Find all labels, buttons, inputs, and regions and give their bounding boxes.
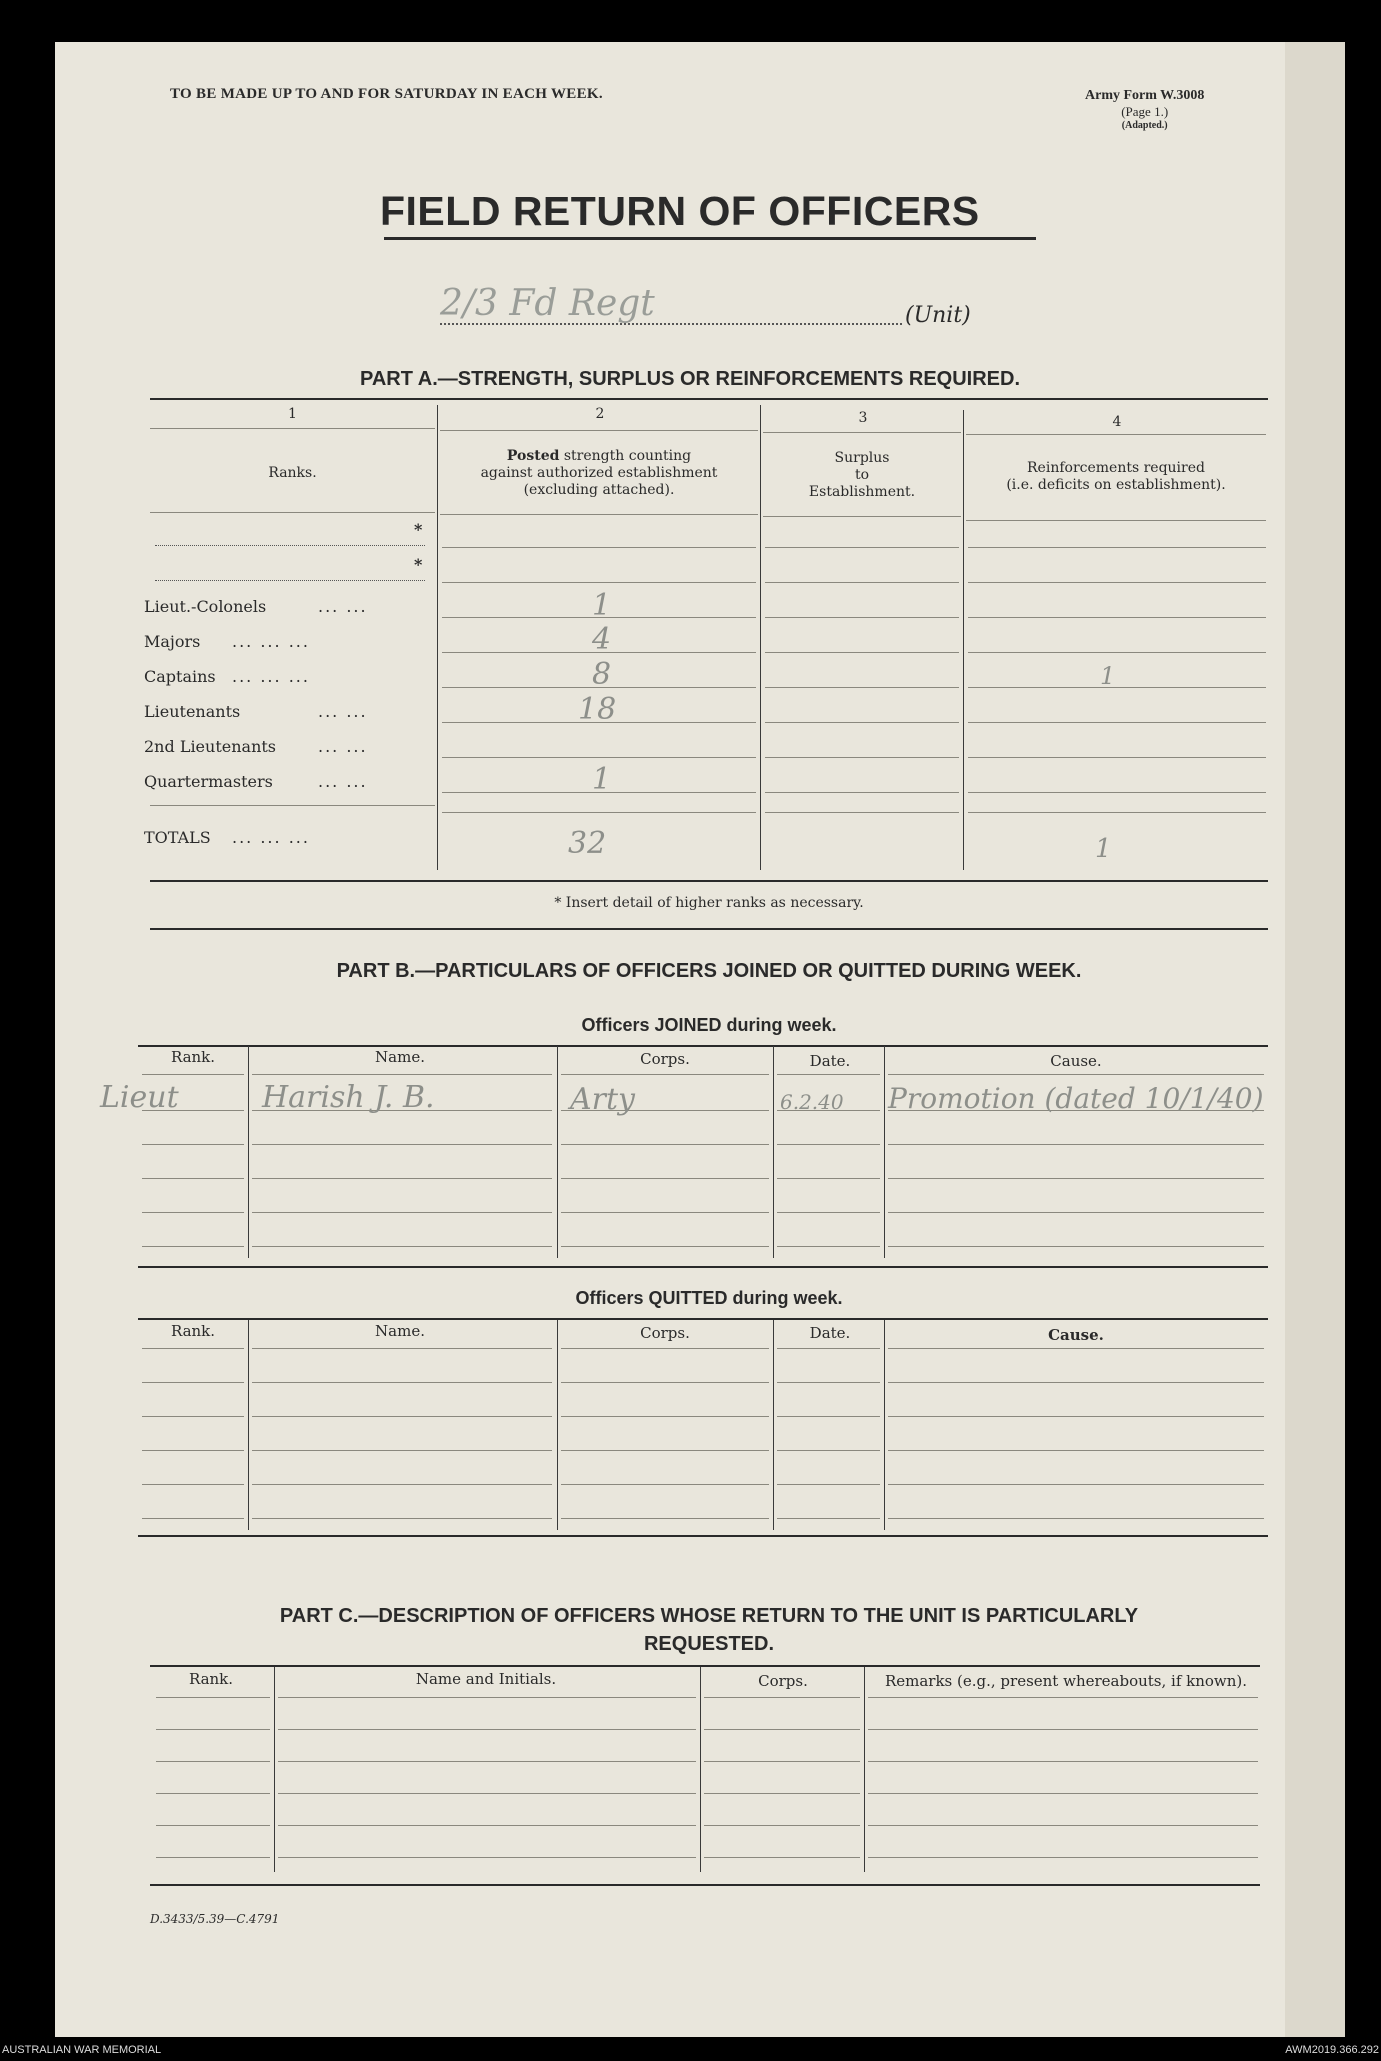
reinforcement-value: 1 [1100, 662, 1116, 690]
part-c-top-rule [150, 1665, 1260, 1667]
ruled-line [888, 1144, 1264, 1145]
rank-dots: ... ... [318, 597, 368, 616]
title-underline [384, 237, 1036, 240]
part-c-title-line2: REQUESTED. [643, 1633, 775, 1655]
ruled-line [142, 1416, 244, 1417]
ruled-line [142, 1382, 244, 1383]
rank-label: Majors [144, 632, 201, 651]
ruled-line [888, 1178, 1264, 1179]
rank-dots: ... ... ... [232, 667, 310, 686]
unit-dotted-line [440, 323, 902, 325]
ruled-line [968, 722, 1266, 723]
ruled-line [765, 547, 959, 548]
reinforcements-header [966, 460, 1266, 494]
ruled-line [968, 582, 1266, 583]
col-number-4: 4 [1112, 414, 1122, 430]
rank-dots: ... ... ... [232, 632, 310, 651]
ruled-line [561, 1518, 769, 1519]
ruled-line [252, 1518, 552, 1519]
archive-credit: AUSTRALIAN WAR MEMORIAL [2, 2044, 162, 2056]
part-c-title [150, 1602, 1268, 1658]
ruled-line [156, 1761, 270, 1762]
quitted-divider-4 [884, 1320, 885, 1530]
part-a-top-rule [150, 398, 1268, 400]
posted-header-bold: Posted [506, 448, 560, 464]
quitted-divider-1 [248, 1320, 249, 1530]
ruled-line [142, 1518, 244, 1519]
ruled-line [278, 1793, 696, 1794]
ruled-line [777, 1074, 880, 1075]
ruled-line [777, 1416, 880, 1417]
ruled-line [968, 617, 1266, 618]
quitted-col-name: Name. [375, 1322, 425, 1340]
ruled-line [777, 1382, 880, 1383]
surplus-header-line2: to [854, 467, 870, 483]
joined-divider-3 [773, 1046, 774, 1258]
ruled-line [142, 1450, 244, 1451]
part-b-title: PART B.—PARTICULARS OF OFFICERS JOINED OR QUITTED DURING WEEK. [336, 960, 1082, 982]
posted-header-rule [440, 514, 758, 515]
ruled-line [561, 1246, 769, 1247]
ruled-line [252, 1212, 552, 1213]
col2-num-rule [440, 430, 758, 431]
joined-col-cause: Cause. [1050, 1052, 1102, 1070]
reinf-header-line1: Reinforcements required [1027, 460, 1205, 476]
quitted-divider-3 [773, 1320, 774, 1530]
ruled-line [278, 1857, 696, 1858]
ruled-line [561, 1382, 769, 1383]
ruled-line [252, 1450, 552, 1451]
ruled-line [704, 1761, 860, 1762]
unit-handwritten: 2/3 Fd Regt [440, 283, 655, 324]
underlying-page-edge [1285, 42, 1345, 2037]
ruled-line [142, 1212, 244, 1213]
ruled-line [278, 1825, 696, 1826]
ruled-line [142, 1144, 244, 1145]
star-row-line-1 [155, 545, 425, 546]
rank-label: Quartermasters [144, 772, 273, 791]
ruled-line [868, 1729, 1258, 1730]
ruled-line [278, 1697, 696, 1698]
star-marker-2: * [414, 555, 423, 574]
unit-label: (Unit) [905, 303, 971, 328]
part-a-footnote: * Insert detail of higher ranks as necessary. [554, 895, 864, 911]
ranks-header-rule [150, 512, 435, 513]
archive-id: AWM2019.366.292 [1285, 2044, 1379, 2056]
part-c-title-line1: PART C.—DESCRIPTION OF OFFICERS WHOSE RETURN TO THE UNIT IS PARTICULARLY [279, 1605, 1139, 1627]
joined-title: Officers JOINED during week. [581, 1015, 837, 1035]
ruled-line [777, 1144, 880, 1145]
ruled-line [777, 1450, 880, 1451]
rank-dots: ... ... [318, 702, 368, 721]
ruled-line [888, 1518, 1264, 1519]
ruled-line [888, 1450, 1264, 1451]
ruled-line [765, 617, 959, 618]
ruled-line [561, 1416, 769, 1417]
ruled-line [561, 1074, 769, 1075]
ruled-line [968, 757, 1266, 758]
ruled-line [561, 1212, 769, 1213]
totals-top-rule [150, 805, 435, 806]
ruled-line [968, 687, 1266, 688]
ruled-line [777, 1518, 880, 1519]
joined-rank-entry: Lieut [100, 1080, 179, 1115]
rank-label: Captains [144, 667, 216, 686]
reinf-header-line2: (i.e. deficits on establishment). [1006, 477, 1226, 493]
ruled-line [156, 1857, 270, 1858]
part-c-divider-3 [864, 1667, 865, 1872]
ruled-line [765, 687, 959, 688]
ruled-line [252, 1178, 552, 1179]
ruled-line [968, 812, 1266, 813]
part-c-col-name: Name and Initials. [415, 1670, 557, 1688]
ruled-line [777, 1178, 880, 1179]
rank-dots: ... ... [318, 772, 368, 791]
part-a-col-divider-3 [963, 410, 964, 870]
ruled-line [561, 1178, 769, 1179]
ruled-line [156, 1729, 270, 1730]
rank-dots: ... ... [318, 737, 368, 756]
ruled-line [888, 1246, 1264, 1247]
page-number: (Page 1.) [1121, 104, 1169, 119]
joined-divider-2 [557, 1046, 558, 1258]
ruled-line [704, 1697, 860, 1698]
ruled-line [442, 582, 756, 583]
posted-value: 1 [592, 762, 612, 797]
ruled-line [704, 1793, 860, 1794]
ruled-line [252, 1144, 552, 1145]
part-a-bottom-rule [150, 880, 1268, 882]
quitted-col-corps: Corps. [640, 1324, 690, 1342]
part-c-divider-1 [274, 1667, 275, 1872]
quitted-title: Officers QUITTED during week. [575, 1288, 843, 1308]
ruled-line [765, 722, 959, 723]
ruled-line [868, 1793, 1258, 1794]
joined-name-entry: Harish J. B. [262, 1080, 435, 1115]
print-code: D.3433/5.39—C.4791 [150, 1912, 280, 1926]
quitted-col-rank: Rank. [170, 1322, 216, 1340]
ranks-header: Ranks. [268, 465, 317, 481]
joined-col-date: Date. [809, 1052, 851, 1070]
posted-header-rest: strength counting [563, 448, 692, 464]
part-c-col-rank: Rank. [188, 1670, 234, 1688]
ruled-line [704, 1729, 860, 1730]
ruled-line [561, 1450, 769, 1451]
surplus-header [763, 450, 961, 501]
form-number: Army Form W.3008 [1085, 88, 1205, 103]
ruled-line [888, 1382, 1264, 1383]
quitted-col-cause: Cause. [1048, 1326, 1104, 1344]
ruled-line [156, 1825, 270, 1826]
ruled-line [704, 1857, 860, 1858]
ruled-line [968, 547, 1266, 548]
ruled-line [252, 1348, 552, 1349]
joined-bottom-rule [138, 1266, 1268, 1268]
ruled-line [442, 547, 756, 548]
col-number-1: 1 [288, 406, 297, 422]
ruled-line [777, 1212, 880, 1213]
surplus-header-line3: Establishment. [808, 484, 916, 500]
ruled-line [561, 1484, 769, 1485]
ruled-line [142, 1246, 244, 1247]
part-a-title: PART A.—STRENGTH, SURPLUS OR REINFORCEMENTS REQUIRED. [359, 368, 1021, 390]
ruled-line [868, 1857, 1258, 1858]
ruled-line [888, 1416, 1264, 1417]
posted-value: 8 [592, 657, 612, 692]
totals-posted: 32 [568, 826, 607, 861]
ruled-line [765, 812, 959, 813]
totals-dots: ... ... ... [232, 828, 310, 847]
ruled-line [252, 1484, 552, 1485]
ruled-line [868, 1761, 1258, 1762]
quitted-bottom-rule [138, 1535, 1268, 1537]
ruled-line [704, 1825, 860, 1826]
part-a-col-divider-1 [437, 405, 438, 870]
form-number-block [1085, 88, 1204, 131]
posted-value: 18 [578, 692, 617, 727]
ruled-line [142, 1074, 244, 1075]
col3-num-rule [763, 432, 961, 433]
ruled-line [868, 1697, 1258, 1698]
ruled-line [888, 1212, 1264, 1213]
star-row-line-2 [155, 580, 425, 581]
joined-divider-4 [884, 1046, 885, 1258]
page-title: FIELD RETURN OF OFFICERS [380, 188, 980, 234]
joined-corps-entry: Arty [570, 1082, 636, 1117]
posted-value: 4 [592, 622, 612, 657]
ruled-line [142, 1484, 244, 1485]
ruled-line [765, 652, 959, 653]
posted-header [440, 448, 758, 499]
ruled-line [278, 1761, 696, 1762]
ruled-line [442, 812, 756, 813]
joined-cause-entry: Promotion (dated 10/1/40) [888, 1082, 1264, 1115]
posted-header-line2: against authorized establishment [480, 465, 718, 481]
ruled-line [765, 792, 959, 793]
ruled-line [156, 1793, 270, 1794]
rank-label: Lieutenants [144, 702, 241, 721]
ruled-line [765, 757, 959, 758]
surplus-header-line1: Surplus [834, 450, 890, 466]
col4-num-rule [966, 434, 1266, 435]
surplus-header-rule [763, 516, 961, 517]
ruled-line [777, 1484, 880, 1485]
ruled-line [442, 757, 756, 758]
rank-label: Lieut.-Colonels [144, 597, 267, 616]
ruled-line [252, 1074, 552, 1075]
ruled-line [278, 1729, 696, 1730]
ruled-line [252, 1246, 552, 1247]
posted-header-line3: (excluding attached). [523, 482, 675, 498]
quitted-col-date: Date. [809, 1324, 851, 1342]
part-a-col-divider-2 [760, 405, 761, 870]
joined-col-corps: Corps. [640, 1050, 690, 1068]
ruled-line [142, 1348, 244, 1349]
col-number-3: 3 [858, 410, 868, 426]
joined-divider-1 [248, 1046, 249, 1258]
part-c-col-corps: Corps. [758, 1672, 808, 1690]
ruled-line [868, 1825, 1258, 1826]
part-a-footnote-rule [150, 928, 1268, 930]
star-marker-1: * [414, 520, 423, 539]
part-c-bottom-rule [150, 1884, 1260, 1886]
col1-num-rule [150, 428, 435, 429]
instruction-text: TO BE MADE UP TO AND FOR SATURDAY IN EACH WEEK. [170, 86, 603, 102]
ruled-line [156, 1697, 270, 1698]
joined-col-name: Name. [375, 1048, 425, 1066]
part-c-divider-2 [700, 1667, 701, 1872]
totals-label: TOTALS [144, 828, 211, 847]
joined-date-entry: 6.2.40 [780, 1090, 844, 1114]
ruled-line [968, 792, 1266, 793]
ruled-line [561, 1348, 769, 1349]
joined-top-rule [138, 1045, 1268, 1047]
part-c-col-remarks: Remarks (e.g., present whereabouts, if known). [884, 1672, 1248, 1690]
ruled-line [252, 1382, 552, 1383]
ruled-line [888, 1484, 1264, 1485]
ruled-line [142, 1178, 244, 1179]
ruled-line [252, 1416, 552, 1417]
quitted-top-rule [138, 1318, 1268, 1320]
quitted-divider-2 [557, 1320, 558, 1530]
joined-col-rank: Rank. [170, 1048, 216, 1066]
ruled-line [888, 1348, 1264, 1349]
ruled-line [765, 582, 959, 583]
reinf-header-rule [966, 520, 1266, 521]
rank-label: 2nd Lieutenants [144, 737, 277, 756]
totals-reinforcement: 1 [1095, 834, 1112, 864]
ruled-line [888, 1074, 1264, 1075]
col-number-2: 2 [595, 406, 605, 422]
ruled-line [777, 1246, 880, 1247]
adapted-note: (Adapted.) [1121, 120, 1168, 131]
posted-value: 1 [592, 588, 612, 623]
ruled-line [968, 652, 1266, 653]
ruled-line [561, 1144, 769, 1145]
ruled-line [777, 1348, 880, 1349]
